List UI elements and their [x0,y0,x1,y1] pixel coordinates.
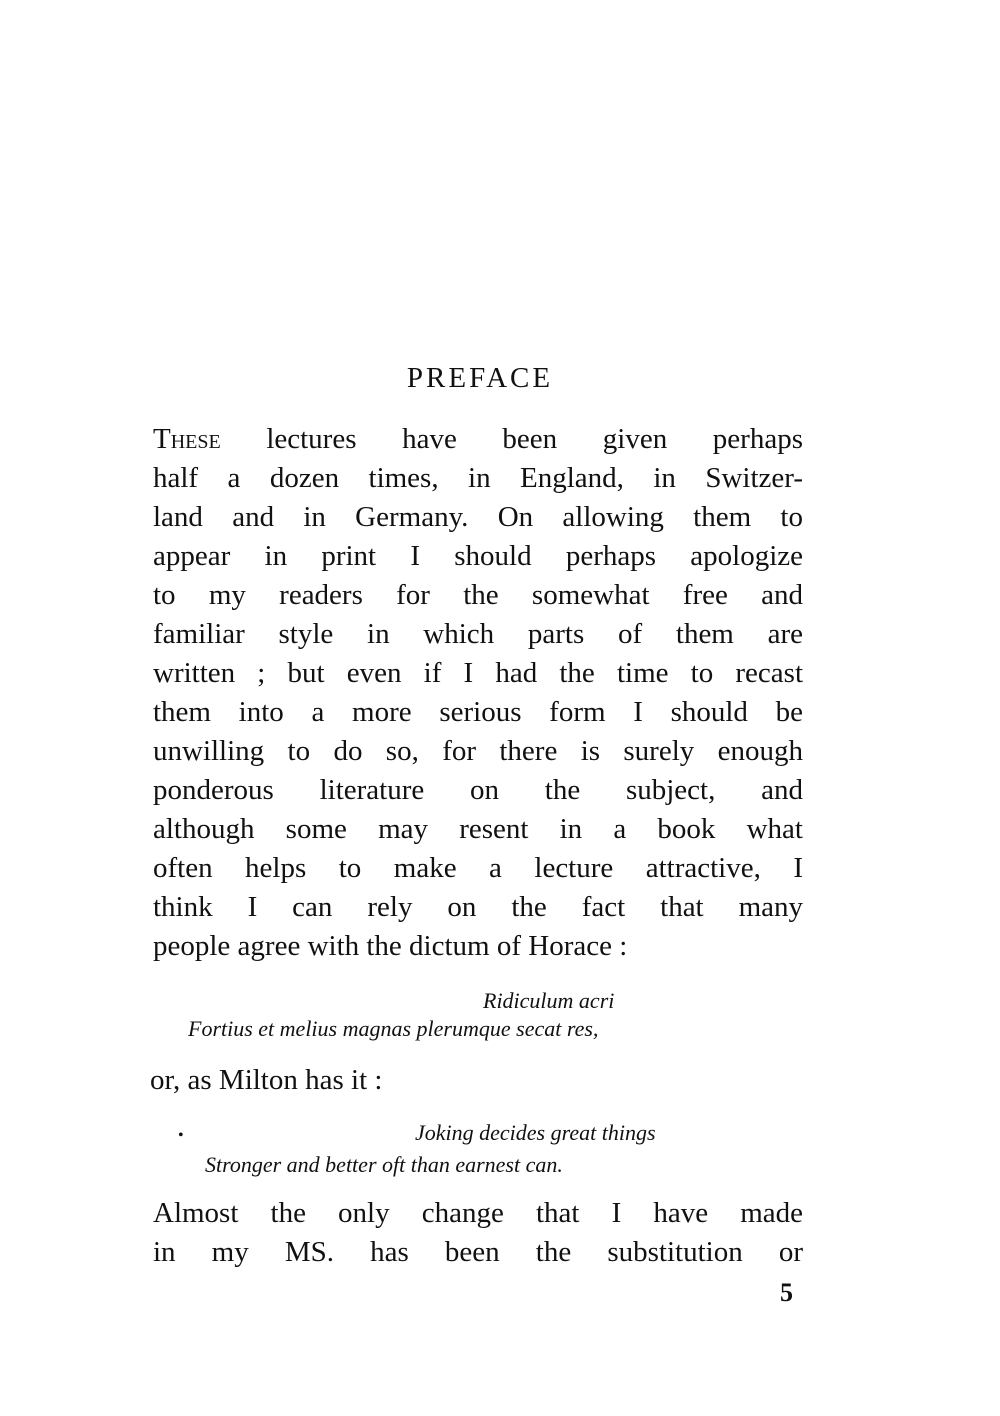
paragraph2-line-1: Almost the only change that I have made [153,1197,803,1229]
quote2-line-2: Stronger and better oft than earnest can. [205,1152,563,1177]
quote2-line-1: Joking decides great things [415,1120,656,1145]
page-heading: PREFACE [406,362,554,394]
paragraph1-line-5: to my readers for the somewhat free and [153,579,803,611]
paragraph1-line-9: unwilling to do so, for there is surely enough [153,735,803,767]
milton-intro: or, as Milton has it : [150,1064,383,1096]
paragraph2-line-2: in my MS. has been the substitution or [153,1236,803,1268]
paragraph1-line-2: half a dozen times, in England, in Switzer- [153,462,803,494]
quote1-line-2: Fortius et melius magnas plerumque secat res, [188,1016,599,1041]
paragraph1-line-8: them into a more serious form I should be [153,696,803,728]
paragraph1-line-4: appear in print I should perhaps apologize [153,540,803,572]
first-word: These [153,423,221,455]
paragraph1-line-12: often helps to make a lecture attractive, I [153,852,803,884]
paragraph1-line-11: although some may resent in a book what [153,813,803,845]
paragraph1-line-1 [153,420,803,458]
bullet-mark: • [178,1127,184,1144]
paragraph1-line-3: land and in Germany. On allowing them to [153,501,803,533]
paragraph1-line-10: ponderous literature on the subject, and [153,774,803,806]
paragraph1-line-13: think I can rely on the fact that many [153,891,803,923]
line-text: lectures have been given perhaps [220,423,803,455]
page-number: 5 [780,1278,793,1307]
quote1-line-1: Ridiculum acri [483,988,615,1013]
paragraph1-line-7: written ; but even if I had the time to recast [153,657,803,689]
paragraph1-line-6: familiar style in which parts of them are [153,618,803,650]
paragraph1-line-14: people agree with the dictum of Horace : [153,930,628,962]
